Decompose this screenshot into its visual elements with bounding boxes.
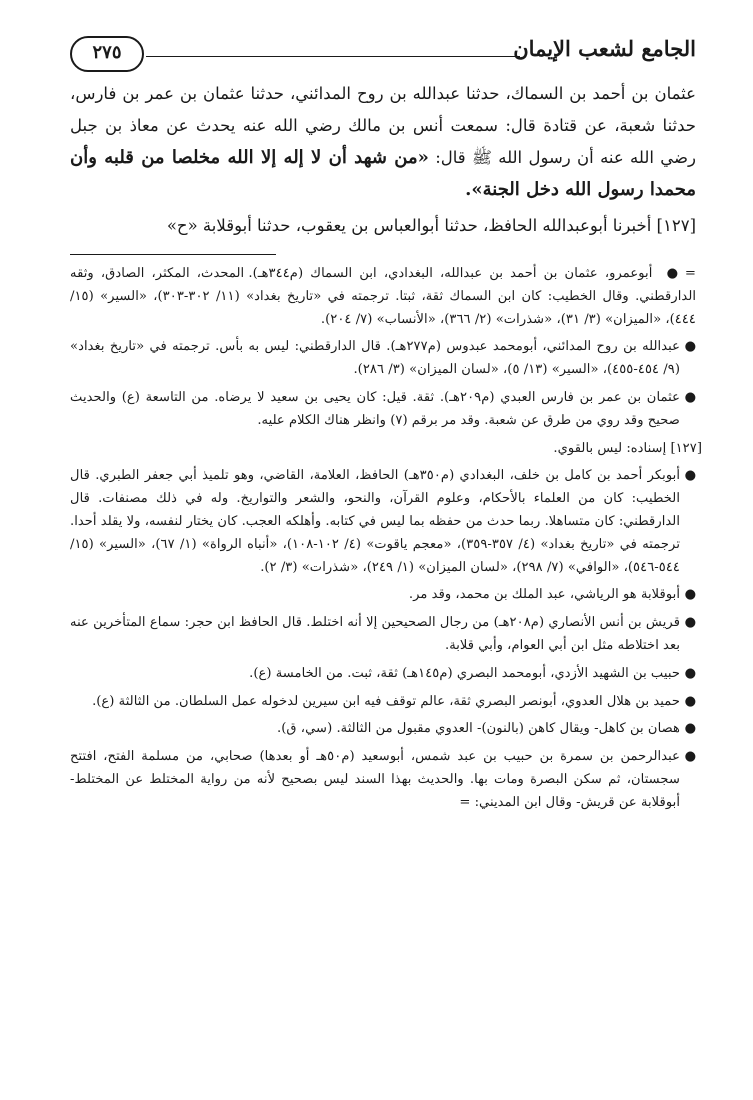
bullet-icon: ● [684,389,696,405]
footnotes [70,263,702,815]
footnote-item: ● حميد بن هلال العدوي، أبونصر البصري ثقة، عالم توقف فيه ابن سيرين لدخوله عمل السلطان. من الثالثة (ع). [70,691,696,714]
book-title: الجامع لشعب الإيمان [513,36,696,61]
bullet-icon: ● [684,587,696,603]
footnote-section-127: [١٢٧] إسناده: ليس بالقوي. [553,440,702,456]
bullet-icon: ● [684,615,696,631]
bullet-icon: ● [684,468,696,484]
main-text [70,78,696,242]
page-number: ٢٧٥ [70,36,144,72]
narration-chain: عثمان بن أحمد بن السماك، حدثنا عبدالله بن روح المدائني، حدثنا عثمان بن عمر بن فارس، حدثنا شعبة، عن قتادة قال: سمعت أنس بن مالك رضي الله عنه يحدث عن معاذ بن جبل رضي الله عنه أن رسول الله ﷺ قال: [70,84,697,167]
footnote-item: ● أبوقلابة هو الرياشي، عبد الملك بن محمد، وقد مر. [70,584,696,607]
continuation-mark: = [684,266,696,281]
footnote-item: ● عثمان بن عمر بن فارس العبدي (م٢٠٩هـ). ثقة. قيل: كان يحيى بن سعيد لا يرضاه. من التاسعة (ع) والحديث صحيح وقد روي من طرق عن شعبة. وقد مر برقم (٧) وانظر هناك الكلام عليه. [70,387,696,433]
footnote-divider [70,254,276,255]
bullet-icon: ● [684,749,696,765]
book-page [70,30,702,1080]
footnote-item: =● أبوعمرو، عثمان بن أحمد بن عبدالله، البغدادي، ابن السماك (م٣٤٤هـ). المحدث، المكثر، الصادق، وثقه الدارقطني. وقال الخطيب: كان ابن السماك ثقة، ثبتا. ترجمته في «تاريخ بغداد» (١١/ ٣٠٢-٣٠٣)، «السير» (١٥/ ٤٤٤)، «الميزان» (٣/ ٣١)، «شذرات» (٢/ ٣٦٦)، «الأنساب» (٧/ ٢٠٤). [70,266,696,327]
footnote-item: ● عبدالله بن روح المدائني، أبومحمد عبدوس (م٢٧٧هـ). قال الدارقطني: ليس به بأس. ترجمته في «تاريخ بغداد» (٩/ ٤٥٤-٤٥٥)، «السير» (١٣/ ٥)، «لسان الميزان» (٣/ ٢٨٦). [70,336,696,382]
hadith-text: «من شهد أن لا إله إلا الله مخلصا من قلبه وأن محمدا رسول الله دخل الجنة». [70,147,696,200]
header-rule [146,56,520,57]
footnote-item: ● أبوبكر أحمد بن كامل بن خلف، البغدادي (م٣٥٠هـ) الحافظ، العلامة، القاضي، وهو تلميذ أبي جعفر الطبري. قال الخطيب: كان من العلماء بالأحكام، وعلوم القرآن، والنحو، والشعر والتواريخ. وله في ذلك مصنفات. قال الدارقطني: كان متساهلا. ربما حدث من حفظه بما ليس في كتابه. وأهلكه العجب. كان يختار لنفسه، ولا يقلد أحدا. ترجمته في «تاريخ بغداد» (٤/ ٣٥٧-٣٥٩)، «معجم ياقوت» (٤/ ١٠٢-١٠٨)، «أنباه الرواة» (١/ ٦٧)، «السير» (١٥/ ٥٤٤-٥٤٦)، «الوافي» (٧/ ٢٩٨)، «لسان الميزان» (١/ ٢٤٩)، «شذرات» (٣/ ٢). [70,465,696,579]
bullet-icon: ● [684,721,696,737]
hadith-126-body [70,78,696,206]
continuation-mark: = [459,794,471,810]
bullet-icon: ● [684,693,696,709]
footnote-item: ● عبدالرحمن بن سمرة بن حبيب بن عبد شمس، أبوسعيد (م٥٠هـ أو بعدها) صحابي، من مسلمة الفتح، افتتح سجستان، ثم سكن البصرة ومات بها. والحديث بهذا السند ليس بصحيح لأنه من رواية المختلط عن المختلط- أبوقلابة عن قريش- وقال ابن المديني: = [70,746,696,814]
page-header [70,30,696,78]
bullet-icon: ● [684,339,696,355]
footnote-item: ● هصان بن كاهل- ويقال كاهن (بالنون)- العدوي مقبول من الثالثة. (سي، ق). [70,718,696,741]
bullet-icon: ● [684,665,696,681]
bullet-icon: ● [663,266,681,281]
footnote-item: ● حبيب بن الشهيد الأزدي، أبومحمد البصري (م١٤٥هـ) ثقة، ثبت. من الخامسة (ع). [70,663,696,686]
hadith-127: [١٢٧] أخبرنا أبوعبدالله الحافظ، حدثنا أبوالعباس بن يعقوب، حدثنا أبوقلابة «ح» [166,216,696,235]
footnote-item: ● قريش بن أنس الأنصاري (م٢٠٨هـ) من رجال الصحيحين إلا أنه اختلط. قال الحافظ ابن حجر: سماع المتأخرين عنه بعد اختلاطه مثل ابن أبي العوام، وأبي قلابة. [70,612,696,658]
